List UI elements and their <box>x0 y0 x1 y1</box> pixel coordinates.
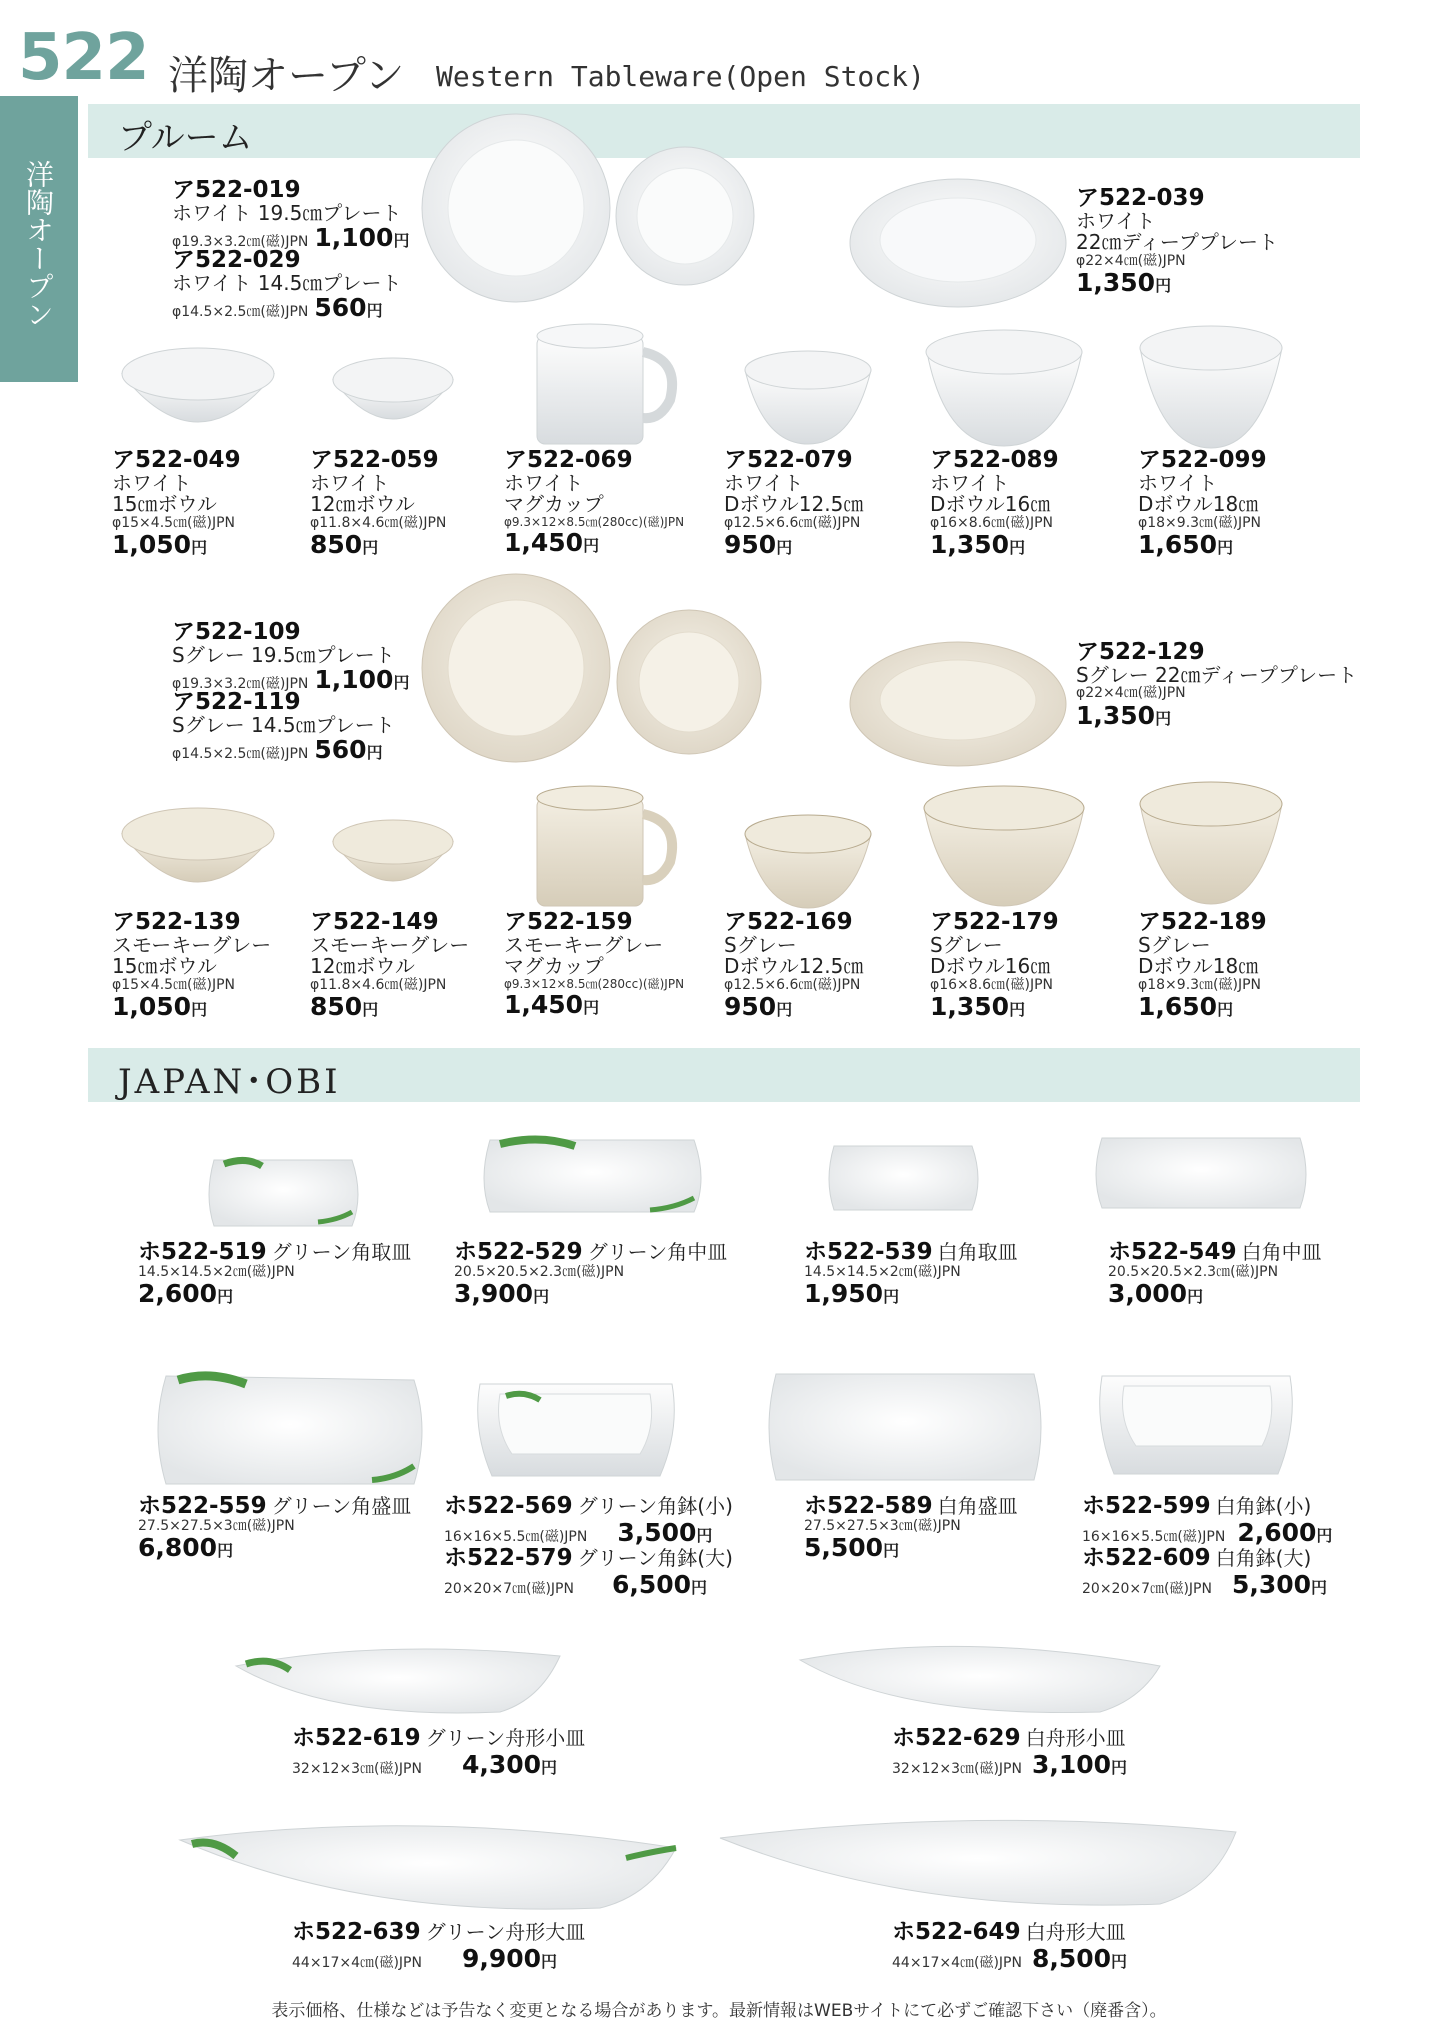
product-name: Sグレー <box>724 932 797 957</box>
dbowl-179-image <box>924 786 1084 906</box>
product-name: ホワイト <box>930 470 1010 495</box>
dbowl-079-image <box>745 351 871 444</box>
product-price: 4,300 <box>461 1749 542 1779</box>
product-code: ア522-089 <box>930 447 1059 473</box>
section-title-plume: プルーム <box>118 118 253 158</box>
product-code: ホ522-519 <box>138 1239 267 1265</box>
product-spec: φ16×8.6㎝(磁)JPN <box>930 977 1054 994</box>
boat-plate-619-image <box>236 1649 560 1713</box>
product-price: 3,100 <box>1031 1749 1112 1779</box>
product-spec: φ22×4㎝(磁)JPN <box>1076 685 1186 702</box>
plate-029-image <box>616 147 754 285</box>
section-title-japan-obi: JAPAN･OBI <box>118 1062 341 1102</box>
product-a522-069 <box>504 448 684 556</box>
product-price: 1,350 <box>1076 268 1156 298</box>
product-code: ア522-109 <box>172 619 301 645</box>
mug-159-image <box>537 786 672 906</box>
product-name-2: 12㎝ボウル <box>310 954 415 979</box>
square-platter-559-image <box>158 1376 422 1484</box>
product-a522-029 <box>172 248 402 321</box>
yen-unit: 円 <box>541 1951 558 1971</box>
product-name: Sグレー <box>1138 932 1211 957</box>
product-spec: φ9.3×12×8.5㎝(280cc)(磁)JPN <box>504 515 685 530</box>
product-ho522-519 <box>138 1240 411 1307</box>
yen-unit: 円 <box>1155 708 1172 728</box>
product-code: ア522-069 <box>504 447 633 473</box>
dbowl-169-image <box>745 815 871 908</box>
product-name: グリーン角盛皿 <box>271 1494 412 1518</box>
product-a522-049 <box>112 448 241 558</box>
square-plate-519-image <box>209 1160 358 1226</box>
yen-unit: 円 <box>1155 276 1172 296</box>
yen-unit: 円 <box>583 535 600 555</box>
yen-unit: 円 <box>217 1286 234 1306</box>
product-name-2: Dボウル12.5㎝ <box>724 954 864 979</box>
yen-unit: 円 <box>776 1000 793 1020</box>
yen-unit: 円 <box>191 1000 208 1020</box>
product-price: 950 <box>724 992 777 1022</box>
product-name-2: Dボウル16㎝ <box>930 492 1051 517</box>
yen-unit: 円 <box>362 1000 379 1020</box>
product-ho522-639 <box>292 1920 585 1972</box>
yen-unit: 円 <box>1217 538 1234 558</box>
product-spec: 20.5×20.5×2.3㎝(磁)JPN <box>454 1263 625 1280</box>
product-price: 5,300 <box>1231 1569 1312 1599</box>
product-spec: 32×12×3㎝(磁)JPN <box>892 1760 1022 1777</box>
product-spec: φ14.5×2.5㎝(磁)JPN <box>172 304 309 321</box>
product-ho522-579 <box>444 1546 733 1598</box>
product-name: 白角中皿 <box>1241 1240 1322 1264</box>
product-name: ホワイト 14.5㎝プレート <box>172 270 402 295</box>
product-spec: φ15×4.5㎝(磁)JPN <box>112 515 236 532</box>
square-plate-529-image <box>484 1139 701 1212</box>
yen-unit: 円 <box>883 1540 900 1560</box>
product-a522-189 <box>1138 910 1267 1020</box>
product-price: 3,500 <box>617 1517 697 1547</box>
yen-unit: 円 <box>541 1757 558 1777</box>
product-code: ア522-149 <box>310 909 439 935</box>
dbowl-089-image <box>926 330 1082 446</box>
yen-unit: 円 <box>217 1540 234 1560</box>
product-a522-169 <box>724 910 863 1020</box>
product-price: 850 <box>310 992 363 1022</box>
product-code: ホ522-529 <box>454 1239 583 1265</box>
yen-unit: 円 <box>533 1286 550 1306</box>
product-spec: φ12.5×6.6㎝(磁)JPN <box>724 977 861 994</box>
product-spec: 20.5×20.5×2.3㎝(磁)JPN <box>1108 1263 1279 1280</box>
boat-plate-629-image <box>800 1646 1160 1712</box>
product-code: ア522-139 <box>112 909 241 935</box>
product-a522-149 <box>310 910 469 1020</box>
product-spec: φ11.8×4.6㎝(磁)JPN <box>310 515 447 532</box>
product-name-2: マグカップ <box>504 954 604 979</box>
product-name: グリーン角鉢(小) <box>577 1494 733 1518</box>
product-code: ア522-099 <box>1138 447 1267 473</box>
product-spec: φ22×4㎝(磁)JPN <box>1076 253 1186 270</box>
yen-unit: 円 <box>393 673 410 693</box>
product-code: ア522-159 <box>504 909 633 935</box>
product-price: 1,050 <box>112 530 192 560</box>
product-name: グリーン角取皿 <box>271 1240 412 1264</box>
product-price: 1,450 <box>504 989 584 1019</box>
product-ho522-589 <box>804 1494 1018 1561</box>
product-a522-019 <box>172 178 409 251</box>
product-price: 2,600 <box>138 1278 218 1308</box>
product-code: ホ522-549 <box>1108 1239 1237 1265</box>
product-price: 6,500 <box>611 1569 692 1599</box>
yen-unit: 円 <box>1217 1000 1234 1020</box>
product-name: ホワイト <box>310 470 390 495</box>
yen-unit: 円 <box>191 538 208 558</box>
product-spec: φ16×8.6㎝(磁)JPN <box>930 515 1054 532</box>
product-ho522-619 <box>292 1726 585 1778</box>
page-number: 522 <box>18 21 149 95</box>
product-name: 白舟形小皿 <box>1025 1726 1126 1750</box>
bowl-059-image <box>333 358 453 419</box>
product-price: 1,050 <box>112 992 192 1022</box>
product-name-2: 12㎝ボウル <box>310 492 415 517</box>
product-name: グリーン角鉢(大) <box>577 1546 733 1570</box>
yen-unit: 円 <box>1009 1000 1026 1020</box>
plate-109-image <box>422 574 610 762</box>
product-a522-059 <box>310 448 446 558</box>
product-code: ア522-019 <box>172 177 301 203</box>
product-code: ホ522-629 <box>892 1725 1021 1751</box>
product-code: ホ522-599 <box>1082 1493 1211 1519</box>
product-a522-129 <box>1076 640 1357 729</box>
product-name: 白角取皿 <box>937 1240 1018 1264</box>
product-spec: 20×20×7㎝(磁)JPN <box>1082 1580 1212 1597</box>
product-spec: φ19.3×3.2㎝(磁)JPN <box>172 676 309 693</box>
yen-unit: 円 <box>1009 538 1026 558</box>
product-code: ア522-179 <box>930 909 1059 935</box>
product-a522-159 <box>504 910 684 1018</box>
product-price: 1,650 <box>1138 992 1218 1022</box>
product-price: 8,500 <box>1031 1943 1112 1973</box>
product-spec: φ15×4.5㎝(磁)JPN <box>112 977 236 994</box>
yen-unit: 円 <box>883 1286 900 1306</box>
yen-unit: 円 <box>696 1525 713 1545</box>
product-ho522-599 <box>1082 1494 1332 1546</box>
product-name-2: マグカップ <box>504 492 604 517</box>
product-name: ホワイト <box>724 470 804 495</box>
deep-plate-039-image <box>850 179 1066 307</box>
product-ho522-539 <box>804 1240 1018 1307</box>
product-ho522-629 <box>892 1726 1127 1778</box>
product-price: 9,900 <box>461 1943 542 1973</box>
yen-unit: 円 <box>393 231 410 251</box>
product-spec: 20×20×7㎝(磁)JPN <box>444 1580 574 1597</box>
product-price: 1,350 <box>1076 700 1156 730</box>
product-spec: φ9.3×12×8.5㎝(280cc)(磁)JPN <box>504 977 685 992</box>
product-name: ホワイト 19.5㎝プレート <box>172 200 402 225</box>
product-code: ホ522-609 <box>1082 1545 1211 1571</box>
product-ho522-549 <box>1108 1240 1322 1307</box>
square-bowl-599-609-image <box>1100 1376 1293 1474</box>
product-code: ホ522-589 <box>804 1493 933 1519</box>
product-code: ア522-129 <box>1076 639 1205 665</box>
yen-unit: 円 <box>583 997 600 1017</box>
yen-unit: 円 <box>1311 1577 1328 1597</box>
product-name: スモーキーグレー <box>310 932 470 957</box>
deep-plate-129-image <box>850 642 1066 766</box>
product-price: 6,800 <box>138 1532 218 1562</box>
yen-unit: 円 <box>1111 1757 1128 1777</box>
dbowl-099-image <box>1140 326 1282 448</box>
product-a522-119 <box>172 690 395 763</box>
product-code: ア522-039 <box>1076 185 1205 211</box>
product-ho522-569 <box>444 1494 733 1546</box>
product-code: ア522-169 <box>724 909 853 935</box>
product-code: ア522-049 <box>112 447 241 473</box>
product-name-2: 15㎝ボウル <box>112 954 217 979</box>
product-a522-079 <box>724 448 863 558</box>
yen-unit: 円 <box>691 1577 708 1597</box>
product-price: 850 <box>310 530 363 560</box>
product-name: グリーン舟形小皿 <box>425 1726 586 1750</box>
product-name: ホワイト <box>504 470 584 495</box>
product-name: 白角鉢(大) <box>1215 1546 1312 1570</box>
product-name: ホワイト <box>1076 208 1156 233</box>
yen-unit: 円 <box>1111 1951 1128 1971</box>
plate-119-image <box>617 610 761 754</box>
product-ho522-559 <box>138 1494 411 1561</box>
product-spec: φ11.8×4.6㎝(磁)JPN <box>310 977 447 994</box>
product-a522-109 <box>172 620 409 693</box>
product-code: ホ522-639 <box>292 1919 421 1945</box>
plate-019-image <box>422 114 610 302</box>
product-name-2: 15㎝ボウル <box>112 492 217 517</box>
mug-069-image <box>537 324 672 444</box>
product-spec: φ18×9.3㎝(磁)JPN <box>1138 515 1262 532</box>
square-plate-549-image <box>1096 1138 1306 1208</box>
product-spec: 27.5×27.5×3㎝(磁)JPN <box>804 1517 961 1534</box>
product-price: 2,600 <box>1237 1517 1317 1547</box>
product-code: ア522-189 <box>1138 909 1267 935</box>
yen-unit: 円 <box>776 538 793 558</box>
product-spec: 44×17×4㎝(磁)JPN <box>292 1954 422 1971</box>
product-a522-139 <box>112 910 271 1020</box>
product-name-2: Dボウル16㎝ <box>930 954 1051 979</box>
product-code: ホ522-539 <box>804 1239 933 1265</box>
product-name: Sグレー 14.5㎝プレート <box>172 712 395 737</box>
product-name: Sグレー 22㎝ディーププレート <box>1076 662 1358 687</box>
product-name: Sグレー 19.5㎝プレート <box>172 642 395 667</box>
yen-unit: 円 <box>366 743 383 763</box>
product-code: ア522-079 <box>724 447 853 473</box>
bowl-149-image <box>333 820 453 881</box>
product-spec: 14.5×14.5×2㎝(磁)JPN <box>138 1263 295 1280</box>
product-name: 白角鉢(小) <box>1215 1494 1312 1518</box>
product-name: グリーン角中皿 <box>587 1240 728 1264</box>
product-name: Sグレー <box>930 932 1003 957</box>
product-code: ホ522-579 <box>444 1545 573 1571</box>
bowl-049-image <box>122 348 274 422</box>
product-price: 560 <box>314 735 367 765</box>
square-bowl-569-579-image <box>478 1384 675 1476</box>
bowl-139-image <box>122 808 274 882</box>
product-price: 1,100 <box>314 223 394 253</box>
product-price: 1,350 <box>930 530 1010 560</box>
page-title-en: Western Tableware(Open Stock) <box>436 60 925 93</box>
product-price: 1,650 <box>1138 530 1218 560</box>
product-price: 950 <box>724 530 777 560</box>
product-name: スモーキーグレー <box>504 932 664 957</box>
yen-unit: 円 <box>366 301 383 321</box>
product-spec: φ14.5×2.5㎝(磁)JPN <box>172 746 309 763</box>
product-spec: φ19.3×3.2㎝(磁)JPN <box>172 234 309 251</box>
product-code: ア522-059 <box>310 447 439 473</box>
yen-unit: 円 <box>362 538 379 558</box>
product-spec: 27.5×27.5×3㎝(磁)JPN <box>138 1517 295 1534</box>
product-a522-099 <box>1138 448 1267 558</box>
product-code: ホ522-649 <box>892 1919 1021 1945</box>
product-price: 3,900 <box>454 1278 534 1308</box>
product-spec: 32×12×3㎝(磁)JPN <box>292 1760 422 1777</box>
yen-unit: 円 <box>1187 1286 1204 1306</box>
boat-platter-639-image <box>180 1826 676 1909</box>
product-spec: φ18×9.3㎝(磁)JPN <box>1138 977 1262 994</box>
product-spec: 16×16×5.5㎝(磁)JPN <box>1082 1528 1226 1545</box>
square-plate-539-image <box>829 1146 978 1210</box>
product-name: 白舟形大皿 <box>1025 1920 1126 1944</box>
product-price: 3,000 <box>1108 1278 1188 1308</box>
product-ho522-649 <box>892 1920 1127 1972</box>
product-code: ア522-029 <box>172 247 301 273</box>
product-code: ホ522-569 <box>444 1493 573 1519</box>
product-ho522-529 <box>454 1240 727 1307</box>
square-platter-589-image <box>769 1374 1041 1480</box>
yen-unit: 円 <box>1316 1525 1333 1545</box>
product-name: 白角盛皿 <box>937 1494 1018 1518</box>
product-name: グリーン舟形大皿 <box>425 1920 586 1944</box>
product-code: ホ522-559 <box>138 1493 267 1519</box>
product-code: ア522-119 <box>172 689 301 715</box>
product-price: 1,350 <box>930 992 1010 1022</box>
product-price: 560 <box>314 293 367 323</box>
product-name-2: Dボウル12.5㎝ <box>724 492 864 517</box>
dbowl-189-image <box>1140 782 1282 904</box>
product-name-2: Dボウル18㎝ <box>1138 954 1259 979</box>
product-spec: 14.5×14.5×2㎝(磁)JPN <box>804 1263 961 1280</box>
product-price: 1,100 <box>314 665 394 695</box>
side-tab-label: 洋陶オープン <box>22 160 55 328</box>
product-spec: 16×16×5.5㎝(磁)JPN <box>444 1528 588 1545</box>
boat-platter-649-image <box>720 1820 1236 1905</box>
product-name: ホワイト <box>112 470 192 495</box>
product-name-2: 22㎝ディーププレート <box>1076 230 1279 255</box>
product-name-2: Dボウル18㎝ <box>1138 492 1259 517</box>
product-a522-179 <box>930 910 1059 1020</box>
product-a522-039 <box>1076 186 1278 296</box>
product-code: ホ522-619 <box>292 1725 421 1751</box>
product-a522-089 <box>930 448 1059 558</box>
product-name: ホワイト <box>1138 470 1218 495</box>
product-price: 1,450 <box>504 527 584 557</box>
product-name: スモーキーグレー <box>112 932 272 957</box>
product-spec: 44×17×4㎝(磁)JPN <box>892 1954 1022 1971</box>
product-price: 1,950 <box>804 1278 884 1308</box>
product-price: 5,500 <box>804 1532 884 1562</box>
footer-note: 表示価格、仕様などは予告なく変更となる場合があります。最新情報はWEBサイトにて必ずご確認下さい（廃番含）。 <box>271 2001 1167 2021</box>
product-spec: φ12.5×6.6㎝(磁)JPN <box>724 515 861 532</box>
page-title-ja: 洋陶オープン <box>168 53 405 99</box>
product-ho522-609 <box>1082 1546 1327 1598</box>
